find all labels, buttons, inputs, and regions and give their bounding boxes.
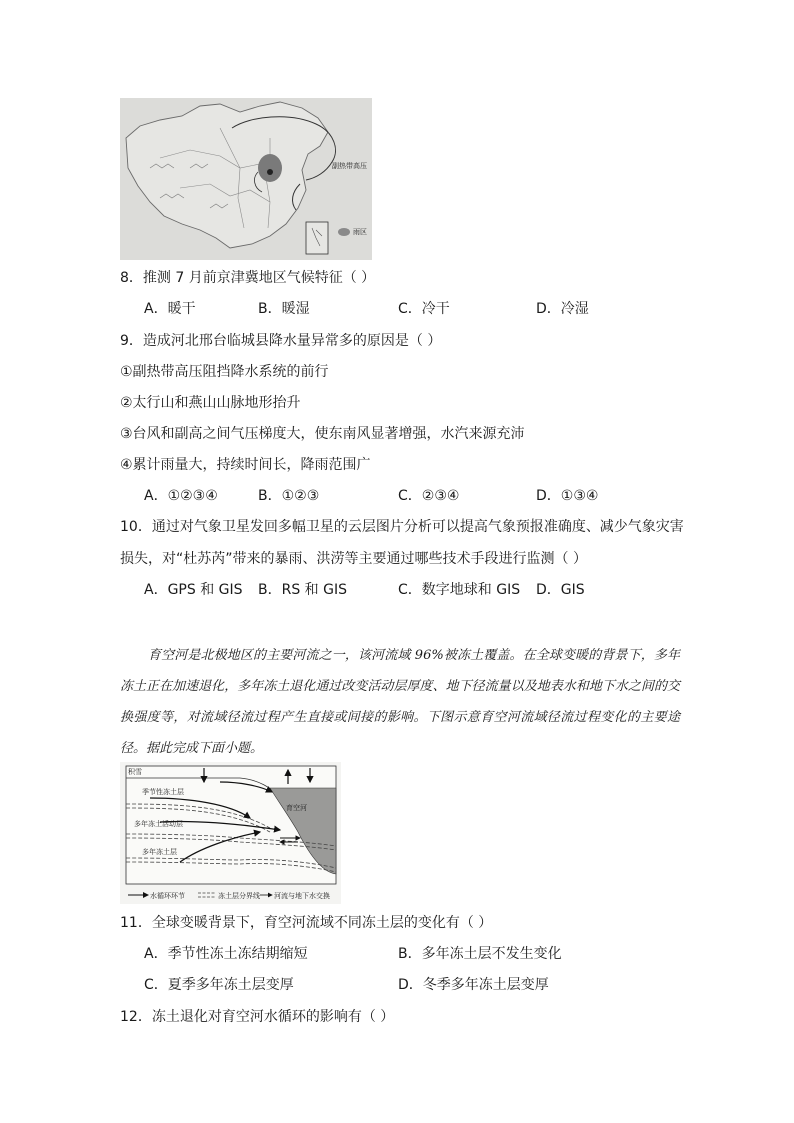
q12-stem: 12．冻土退化对育空河水循环的影响有（ ）	[120, 1009, 395, 1025]
q11-stem: 11．全球变暖背景下，育空河流域不同冻土层的变化有（ ）	[120, 915, 493, 931]
active-layer-label: 多年冻土活动层	[134, 820, 183, 828]
map-drawing	[120, 98, 372, 260]
q9-item-4: ④累计雨量大，持续时间长，降雨范围广	[120, 457, 371, 473]
legend-exchange: 河流与地下水交换	[274, 892, 330, 900]
q9-item-3: ③台风和副高之间气压梯度大，使东南风显著增强，水汽来源充沛	[120, 426, 525, 442]
q8-stem: 8．推测 7 月前京津冀地区气候特征（ ）	[120, 270, 376, 286]
river-label: 育空河	[286, 804, 307, 812]
seasonal-frozen-label: 季节性冻土层	[142, 788, 184, 796]
permafrost-label: 多年冻土层	[142, 848, 177, 856]
q9-option-a[interactable]: A．①②③④	[144, 488, 218, 504]
rain-legend-label: 雨区	[353, 228, 367, 236]
q10-stem-line2: 损失，对“杜苏芮”带来的暴雨、洪涝等主要通过哪些技术手段进行监测（ ）	[120, 551, 587, 567]
q8-option-d[interactable]: D．冷湿	[536, 301, 589, 317]
q8-option-b[interactable]: B．暖湿	[258, 301, 310, 317]
snow-label: 积雪	[128, 768, 142, 776]
q9-option-b[interactable]: B．①②③	[258, 488, 320, 504]
q9-item-1: ①副热带高压阻挡降水系统的前行	[120, 364, 329, 380]
q10-option-b[interactable]: B．RS 和 GIS	[258, 582, 347, 598]
q9-item-2: ②太行山和燕山山脉地形抬升	[120, 395, 301, 411]
q9-option-d[interactable]: D．①③④	[536, 488, 599, 504]
reading-passage: 育空河是北极地区的主要河流之一，该河流域 96%被冻土覆盖。在全球变暖的背景下，多年冻土正在加速退化，多年冻土退化通过改变活动层厚度、地下径流量以及地表水和地下水之间的交换强度等，对流域径流过程产生直接或间接的影响。下图示意育空河流域径流过程变化的主要途径。据此完成下面小题。	[120, 648, 680, 756]
q8-option-a[interactable]: A．暖干	[144, 301, 196, 317]
legend-water-cycle: 水循环环节	[150, 892, 185, 900]
q10-option-d[interactable]: D．GIS	[536, 582, 585, 598]
diagram-drawing	[120, 762, 341, 904]
q11-option-d[interactable]: D．冬季多年冻土层变厚	[398, 977, 549, 993]
china-map-figure	[120, 98, 372, 260]
q10-option-c[interactable]: C．数字地球和 GIS	[398, 582, 521, 598]
q9-option-c[interactable]: C．②③④	[398, 488, 460, 504]
legend-frozen-boundary: 冻土层分界线	[218, 892, 260, 900]
q10-stem-line1: 10．通过对气象卫星发回多幅卫星的云层图片分析可以提高气象预报准确度、减少气象灾害	[120, 519, 684, 535]
q11-option-a[interactable]: A．季节性冻土冻结期缩短	[144, 946, 308, 962]
subtropical-high-label: 副热带高压	[332, 162, 367, 170]
q11-option-c[interactable]: C．夏季多年冻土层变厚	[144, 977, 294, 993]
q11-option-b[interactable]: B．多年冻土层不发生变化	[398, 946, 562, 962]
q8-option-c[interactable]: C．冷干	[398, 301, 450, 317]
q10-option-a[interactable]: A．GPS 和 GIS	[144, 582, 243, 598]
q9-stem: 9．造成河北邢台临城县降水量异常多的原因是（ ）	[120, 333, 442, 349]
rain-area-mark	[258, 154, 282, 182]
yukon-runoff-diagram	[120, 762, 341, 904]
